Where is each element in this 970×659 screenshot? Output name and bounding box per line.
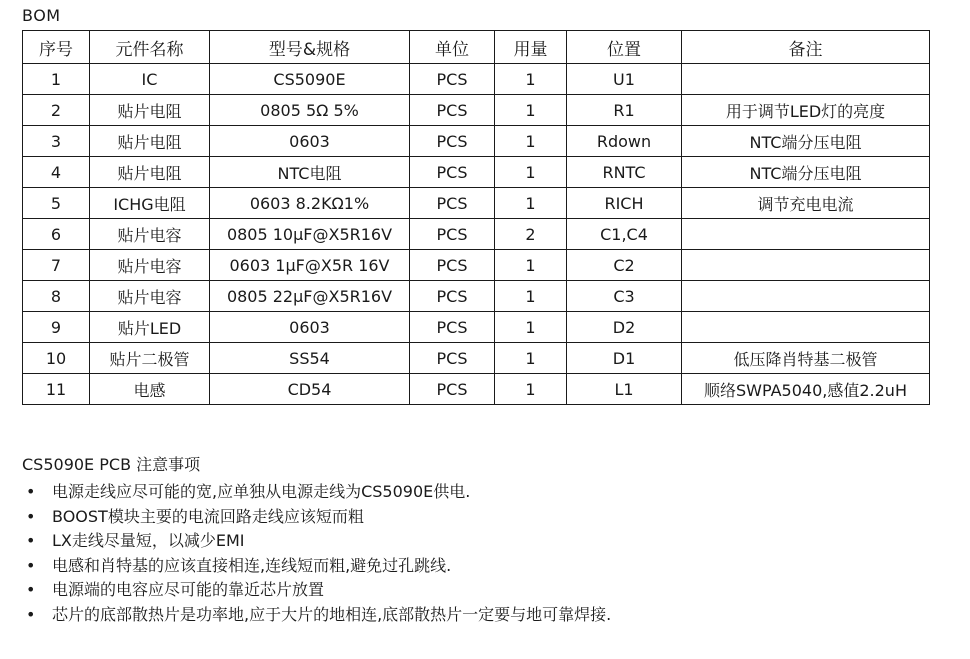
table-cell: C3 xyxy=(567,281,682,312)
bullet-icon: • xyxy=(26,482,36,501)
table-cell: 贴片LED xyxy=(90,312,210,343)
table-cell: 0603 1μF@X5R 16V xyxy=(210,250,410,281)
bullet-icon: • xyxy=(26,604,36,624)
table-row xyxy=(23,64,930,95)
note-text: LX走线尽量短，以减少EMI xyxy=(52,531,245,550)
table-row xyxy=(23,95,930,126)
table-cell: 4 xyxy=(23,157,90,188)
table-cell: PCS xyxy=(410,188,495,219)
table-cell: 贴片电阻 xyxy=(90,95,210,126)
table-cell xyxy=(682,312,930,343)
table-cell: 1 xyxy=(495,250,567,281)
table-cell: D2 xyxy=(567,312,682,343)
table-cell: PCS xyxy=(410,312,495,343)
note-text: 电感和肖特基的应该直接相连,连线短而粗,避免过孔跳线. xyxy=(52,555,452,575)
table-cell: 1 xyxy=(495,95,567,126)
table-cell: 调节充电电流 xyxy=(682,188,930,219)
table-row xyxy=(23,374,930,405)
bom-table-body xyxy=(23,64,930,405)
table-cell xyxy=(682,219,930,250)
column-header: 序号 xyxy=(23,31,90,64)
notes-list xyxy=(22,480,611,627)
table-cell: 1 xyxy=(495,126,567,157)
table-cell: 电感 xyxy=(90,374,210,405)
table-cell: C2 xyxy=(567,250,682,281)
note-text: 电源走线应尽可能的宽,应单独从电源走线为CS5090E供电. xyxy=(52,482,471,501)
bom-title: BOM xyxy=(22,6,61,25)
table-cell xyxy=(682,250,930,281)
note-text: 芯片的底部散热片是功率地,应于大片的地相连,底部散热片一定要与地可靠焊接. xyxy=(52,604,612,624)
table-cell: 1 xyxy=(495,343,567,374)
table-cell: IC xyxy=(90,64,210,95)
column-header: 备注 xyxy=(682,31,930,64)
table-cell: 低压降肖特基二极管 xyxy=(682,343,930,374)
table-cell: PCS xyxy=(410,343,495,374)
table-cell: 5 xyxy=(23,188,90,219)
table-cell: 7 xyxy=(23,250,90,281)
table-header-row xyxy=(23,31,930,64)
table-cell: D1 xyxy=(567,343,682,374)
table-cell: 贴片电阻 xyxy=(90,126,210,157)
table-cell: 1 xyxy=(495,64,567,95)
table-row xyxy=(23,250,930,281)
table-cell: R1 xyxy=(567,95,682,126)
table-row xyxy=(23,343,930,374)
table-cell: RNTC xyxy=(567,157,682,188)
table-cell: 9 xyxy=(23,312,90,343)
table-cell: RICH xyxy=(567,188,682,219)
table-cell: 0603 8.2KΩ1% xyxy=(210,188,410,219)
note-text: BOOST模块主要的电流回路走线应该短而粗 xyxy=(52,506,364,526)
column-header: 位置 xyxy=(567,31,682,64)
table-cell: C1,C4 xyxy=(567,219,682,250)
table-row xyxy=(23,188,930,219)
table-cell: 0805 5Ω 5% xyxy=(210,95,410,126)
table-row xyxy=(23,312,930,343)
bullet-icon: • xyxy=(26,555,36,575)
table-cell: Rdown xyxy=(567,126,682,157)
table-cell: 1 xyxy=(495,157,567,188)
table-cell: CD54 xyxy=(210,374,410,405)
table-cell: PCS xyxy=(410,157,495,188)
table-cell: 贴片电阻 xyxy=(90,157,210,188)
table-cell: PCS xyxy=(410,374,495,405)
column-header: 型号&规格 xyxy=(210,31,410,64)
bullet-icon: • xyxy=(26,531,36,550)
note-text: 电源端的电容应尽可能的靠近芯片放置 xyxy=(52,580,325,599)
table-cell: 11 xyxy=(23,374,90,405)
note-item xyxy=(22,554,611,579)
table-cell: PCS xyxy=(410,126,495,157)
table-cell: 1 xyxy=(23,64,90,95)
table-cell xyxy=(682,64,930,95)
table-row xyxy=(23,281,930,312)
table-cell: U1 xyxy=(567,64,682,95)
table-cell: 贴片电容 xyxy=(90,250,210,281)
bullet-icon: • xyxy=(26,506,36,526)
table-cell: 贴片二极管 xyxy=(90,343,210,374)
table-cell: 10 xyxy=(23,343,90,374)
note-item xyxy=(22,505,611,530)
table-cell: NTC端分压电阻 xyxy=(682,157,930,188)
table-cell: PCS xyxy=(410,64,495,95)
table-cell: 2 xyxy=(23,95,90,126)
table-row xyxy=(23,157,930,188)
note-item xyxy=(22,603,611,628)
note-item xyxy=(22,480,611,505)
table-cell: PCS xyxy=(410,281,495,312)
table-cell: 顺络SWPA5040,感值2.2uH xyxy=(682,374,930,405)
table-cell: CS5090E xyxy=(210,64,410,95)
table-cell: NTC电阻 xyxy=(210,157,410,188)
table-cell: 1 xyxy=(495,281,567,312)
table-cell: 3 xyxy=(23,126,90,157)
note-item xyxy=(22,578,611,603)
table-row xyxy=(23,219,930,250)
table-cell: PCS xyxy=(410,219,495,250)
table-cell xyxy=(682,281,930,312)
table-cell: L1 xyxy=(567,374,682,405)
table-cell: 8 xyxy=(23,281,90,312)
table-cell: ICHG电阻 xyxy=(90,188,210,219)
table-cell: 0805 22μF@X5R16V xyxy=(210,281,410,312)
table-cell: 0603 xyxy=(210,126,410,157)
table-cell: SS54 xyxy=(210,343,410,374)
bom-table xyxy=(22,30,930,405)
table-cell: 用于调节LED灯的亮度 xyxy=(682,95,930,126)
column-header: 元件名称 xyxy=(90,31,210,64)
column-header: 单位 xyxy=(410,31,495,64)
table-cell: 1 xyxy=(495,188,567,219)
table-cell: PCS xyxy=(410,95,495,126)
table-cell: 贴片电容 xyxy=(90,219,210,250)
note-item xyxy=(22,529,611,554)
table-cell: 2 xyxy=(495,219,567,250)
table-cell: 贴片电容 xyxy=(90,281,210,312)
table-cell: 6 xyxy=(23,219,90,250)
bullet-icon: • xyxy=(26,580,36,599)
notes-heading: CS5090E PCB 注意事项 xyxy=(22,455,201,474)
table-cell: 0805 10μF@X5R16V xyxy=(210,219,410,250)
table-row xyxy=(23,126,930,157)
table-cell: 1 xyxy=(495,312,567,343)
table-cell: 0603 xyxy=(210,312,410,343)
column-header: 用量 xyxy=(495,31,567,64)
table-cell: 1 xyxy=(495,374,567,405)
table-cell: NTC端分压电阻 xyxy=(682,126,930,157)
table-cell: PCS xyxy=(410,250,495,281)
